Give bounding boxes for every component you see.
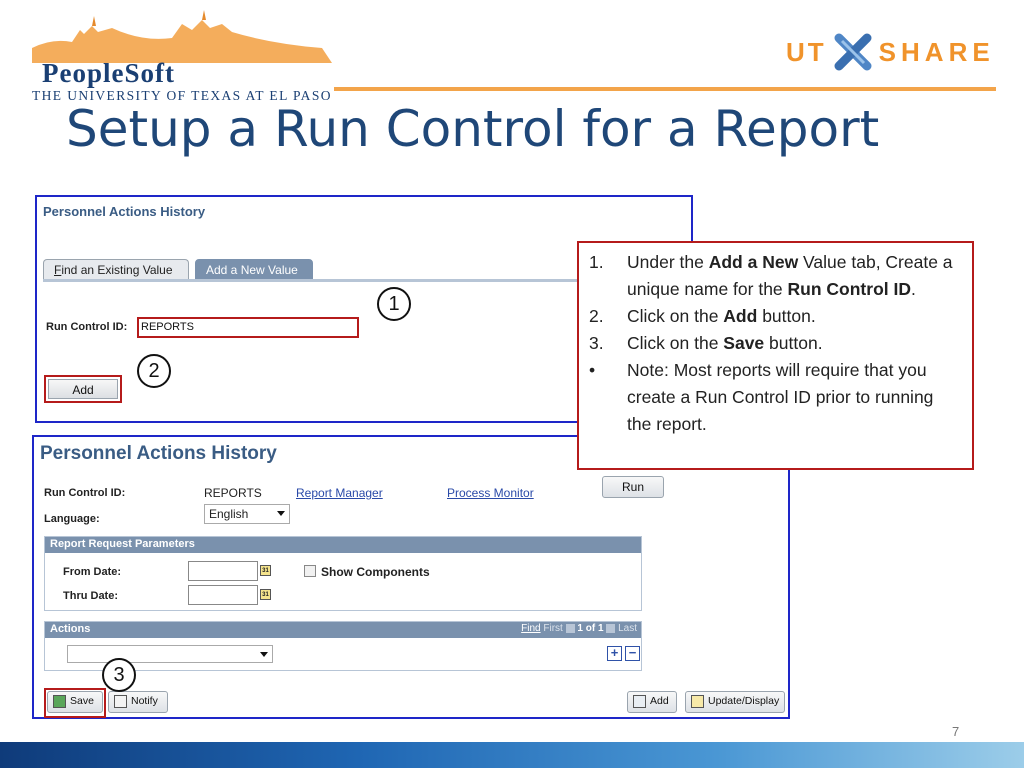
add-row-button[interactable]: + — [607, 646, 622, 661]
tab-add-new-value[interactable]: Add a New Value — [195, 259, 313, 279]
language-value: English — [209, 507, 249, 521]
instruction-bullet: • — [589, 360, 596, 380]
add-icon — [633, 695, 646, 708]
instruction-text — [627, 330, 958, 357]
instruction-item — [589, 357, 958, 438]
notify-button-label: Notify — [131, 695, 158, 707]
text-bold: Add — [723, 306, 758, 326]
magnifier-icon — [691, 695, 704, 708]
actions-header — [45, 622, 641, 638]
university-name: THE UNIVERSITY OF TEXAS AT EL PASO — [32, 88, 332, 103]
instruction-item — [589, 330, 958, 357]
save-icon — [53, 695, 66, 708]
instructions-callout — [577, 241, 974, 470]
calendar-icon[interactable]: 31 — [260, 565, 271, 576]
update-display-button[interactable] — [685, 691, 785, 713]
tab-find-label: ind an Existing Value — [61, 263, 173, 277]
step-marker-3: 3 — [102, 658, 136, 692]
instruction-number: 3. — [589, 333, 604, 353]
page-number: 7 — [952, 724, 960, 739]
slide-title: Setup a Run Control for a Report — [66, 100, 880, 158]
step-marker-2: 2 — [137, 354, 171, 388]
instruction-text: Note: Most reports will require that you create a Run Control ID prior to running the report. — [627, 360, 934, 434]
run-button[interactable]: Run — [602, 476, 664, 498]
text-run: button. — [757, 306, 816, 326]
tab-find-existing-value[interactable] — [43, 259, 189, 279]
text-bold: Add a New — [708, 252, 799, 272]
utshare-logo-ut: UT — [786, 36, 827, 67]
run-control-label: Run Control ID: — [44, 487, 126, 499]
show-components-checkbox[interactable] — [304, 565, 316, 577]
update-display-button-label: Update/Display — [708, 695, 780, 707]
add-button[interactable]: Add — [48, 379, 118, 399]
text-bold: Run Control ID — [787, 279, 911, 299]
text-run: Click on the — [627, 306, 724, 326]
run-control-value: REPORTS — [204, 486, 262, 500]
header-rule — [334, 87, 996, 91]
instruction-text — [627, 249, 958, 303]
ribbon-icon — [833, 32, 873, 72]
chevron-down-icon — [277, 511, 285, 516]
action-select[interactable] — [67, 645, 273, 663]
report-request-parameters-header: Report Request Parameters — [45, 537, 641, 553]
save-button[interactable] — [47, 691, 103, 713]
tab-underline — [43, 279, 603, 282]
run-control-id-input[interactable]: REPORTS — [137, 317, 359, 338]
show-components-label: Show Components — [321, 565, 430, 579]
chevron-down-icon — [260, 652, 268, 657]
step-marker-1: 1 — [377, 287, 411, 321]
utshare-logo-share: SHARE — [878, 36, 995, 67]
calendar-icon[interactable]: 31 — [260, 589, 271, 600]
report-request-parameters — [44, 536, 642, 611]
page-heading: Personnel Actions History — [43, 204, 206, 219]
instruction-text — [627, 303, 958, 330]
run-control-page-screenshot — [32, 435, 790, 719]
grid-navigation — [521, 623, 637, 634]
delete-row-button[interactable]: − — [625, 646, 640, 661]
notify-icon — [114, 695, 127, 708]
language-select[interactable] — [204, 504, 290, 524]
find-link[interactable]: Find — [521, 623, 541, 634]
peoplesoft-logo — [28, 8, 338, 103]
from-date-input[interactable] — [188, 561, 258, 581]
row-range: 1 of 1 — [577, 623, 604, 634]
text-run: . — [910, 279, 916, 299]
tab-find-accesskey: F — [54, 263, 62, 277]
run-control-label: Run Control ID: — [46, 321, 128, 333]
notify-button[interactable] — [108, 691, 168, 713]
instructions-list — [589, 249, 958, 438]
utshare-logo — [786, 32, 995, 72]
language-label: Language: — [44, 513, 100, 525]
save-button-label: Save — [70, 695, 94, 707]
skyline-icon — [32, 8, 332, 63]
add-button[interactable] — [627, 691, 677, 713]
last-link: Last — [618, 623, 637, 634]
instruction-number: 2. — [589, 306, 604, 326]
text-run: Click on the — [627, 333, 724, 353]
process-monitor-link[interactable]: Process Monitor — [447, 486, 534, 500]
add-button-label: Add — [650, 695, 669, 707]
add-button-highlight — [44, 375, 122, 403]
thru-date-label: Thru Date: — [63, 590, 118, 602]
peoplesoft-wordmark: PeopleSoft — [42, 58, 175, 88]
instruction-number: 1. — [589, 252, 604, 272]
thru-date-input[interactable] — [188, 585, 258, 605]
report-manager-link[interactable]: Report Manager — [296, 486, 383, 500]
page-title: Personnel Actions History — [40, 443, 277, 464]
instruction-item — [589, 249, 958, 303]
previous-arrow-icon — [566, 624, 575, 633]
actions-header-label: Actions — [50, 623, 91, 635]
footer-bar — [0, 742, 1024, 768]
text-run: Under the — [627, 252, 709, 272]
actions-group — [44, 621, 642, 671]
text-bold: Save — [723, 333, 765, 353]
from-date-label: From Date: — [63, 566, 122, 578]
text-run: button. — [764, 333, 823, 353]
instruction-item — [589, 303, 958, 330]
first-link: First — [543, 623, 563, 634]
next-arrow-icon — [606, 624, 615, 633]
text-run: Value tab, Create a unique name for the — [627, 252, 953, 299]
